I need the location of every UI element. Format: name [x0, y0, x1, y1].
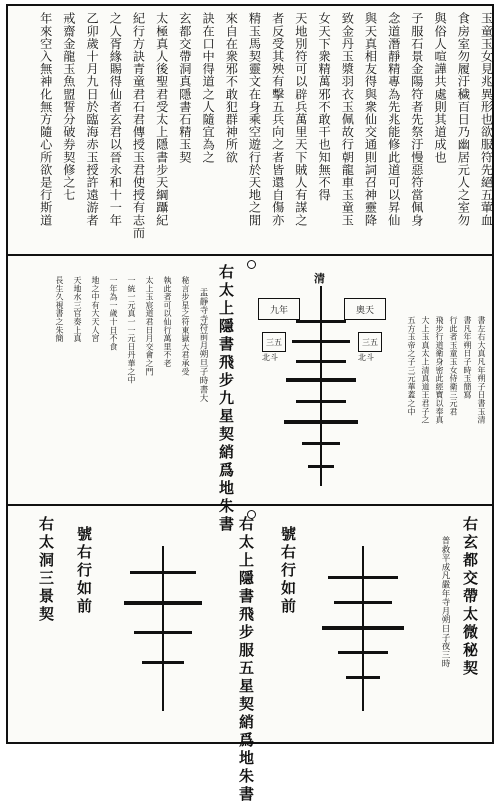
talisman-diagram-2	[308, 546, 418, 716]
commentary-column: 秘言步星之符東嶽大君承受	[181, 276, 190, 376]
talisman-stroke	[296, 360, 346, 363]
text-column: 年來空入無神化無方隨心所欲是行斯道	[38, 12, 53, 227]
section-title-3: 右太上隱書飛步服五星契綃爲地朱書	[237, 516, 255, 804]
text-column: 玄都交帶洞真隱書石精玉契	[177, 12, 192, 164]
commentary-column: 飛步行道衛身密此經寶以奉真	[435, 316, 444, 424]
commentary-column: 行此者玉童玉女侍衛三元君	[449, 316, 458, 416]
diagram-top-label: 清	[314, 272, 325, 285]
talisman-stroke	[124, 601, 202, 605]
commentary-column: 書左右大真凡年朔子日書玉清	[477, 316, 486, 424]
section-title-5: 右太洞三景契	[37, 516, 55, 624]
text-column: 精玉馬契靈文在身乘空遊行於天地之閒	[247, 12, 262, 227]
talisman-stroke	[302, 442, 340, 445]
text-column: 乙卯歲十月九日於臨海赤玉授許遠游者	[85, 12, 100, 227]
talisman-stroke	[308, 465, 334, 468]
text-column: 戒齋金龍玉魚盟誓分破券契修之七	[61, 12, 76, 201]
talisman-diagram-3	[108, 546, 218, 716]
text-column: 食房室勿履汙穢百日乃幽居元人之室勿	[456, 12, 471, 227]
bottom-talisman-block	[8, 506, 492, 804]
commentary-column: 天地水三官奏上真	[73, 276, 82, 343]
text-column: 太極真人後聖君受太上隱書步天綱躡紀	[154, 12, 169, 227]
talisman-diagram	[256, 270, 386, 495]
talisman-stroke	[346, 676, 380, 679]
commentary-column: 太上玉宸道君日月交會之門	[145, 276, 154, 376]
talisman-stroke	[322, 626, 404, 630]
binding-hole-mark	[247, 260, 256, 269]
text-column: 子服石景金陽符者先祭汙慢惡符當佩身	[409, 12, 424, 227]
label-box-5: 三五	[358, 332, 382, 352]
talisman-stroke	[296, 320, 346, 323]
talisman-stroke	[286, 378, 356, 382]
talisman-stroke	[328, 576, 398, 579]
text-column: 致金丹玉漿羽衣玉佩故行朝龍車玉童玉	[340, 12, 355, 227]
label-box-1: 九年	[258, 298, 300, 320]
commentary-column: 大上玉真太上清真道王君子之	[421, 316, 430, 424]
text-column: 念道潛靜精專為先兆能修此道可以昇仙	[386, 12, 401, 227]
text-column: 天地別符可以辟兵萬里天下賊人有謀之	[293, 12, 308, 227]
central-axis	[320, 286, 322, 486]
section-title-1: 右玄都交帶太微秘契	[461, 516, 479, 678]
top-text-block	[8, 6, 492, 256]
text-column: 之人胥緣賜得仙者玄君以晉永和十一年	[108, 12, 123, 227]
commentary-column: 五方玉帝之子三元華蓋之中	[407, 316, 416, 416]
text-column: 者反受其殃有擊五兵向之者皆還自傷亦	[270, 12, 285, 227]
section-note: 普救平成凡嚴年寺月朔日子夜三時	[440, 536, 450, 668]
text-column: 訣在口中得道之人隨宜為之	[201, 12, 216, 164]
talisman-stroke	[134, 631, 192, 634]
section-title: 右太上隱書飛步九星契綃爲地朱書	[217, 264, 235, 534]
section-title-4: 號右行如前	[75, 526, 93, 616]
commentary-column: 長生久視書之朱簡	[55, 276, 64, 343]
commentary-column: 一統一元真一一元日丹華之中	[127, 276, 136, 384]
text-column: 與天真相友得與衆仙交通則詞召神靈降	[363, 12, 378, 227]
talisman-stroke	[130, 571, 196, 574]
text-column: 紀行方訣青童君石君傳授玉君使授有志而	[131, 12, 146, 239]
section-subtitle: 盂靜寺寺符前月朔旦子時書大	[198, 288, 208, 403]
talisman-stroke	[296, 400, 346, 403]
talisman-stroke	[142, 661, 184, 664]
label-box-2: 三五	[262, 332, 286, 352]
section-title-2: 號右行如前	[279, 526, 297, 616]
middle-talisman-block	[8, 256, 492, 534]
talisman-stroke	[334, 601, 392, 604]
commentary-column: 地之中有大天人宮	[91, 276, 100, 343]
text-column: 來自在衆邪不敢犯群神所欲	[224, 12, 239, 164]
commentary-column: 一年為一歲十日不食	[109, 276, 118, 351]
talisman-stroke	[338, 651, 388, 654]
label-box-4: 奧天	[344, 298, 386, 320]
commentary-column: 書凡年朔日子時玉簡寫	[463, 316, 472, 399]
text-column: 與俗人喧譁共處則其道成也	[433, 12, 448, 164]
talisman-stroke	[292, 340, 350, 343]
commentary-column: 執此者可以仙行萬里不老	[163, 276, 172, 368]
label-text-6: 北斗	[358, 353, 374, 362]
label-text-3: 北斗	[262, 353, 278, 362]
talisman-stroke	[284, 420, 358, 424]
text-column: 女天下衆精萬邪不敢干也知無不得	[317, 12, 332, 201]
text-column: 玉童玉女見兆異形也欲服符先絕五葷血	[479, 12, 494, 227]
scripture-page	[6, 4, 494, 804]
